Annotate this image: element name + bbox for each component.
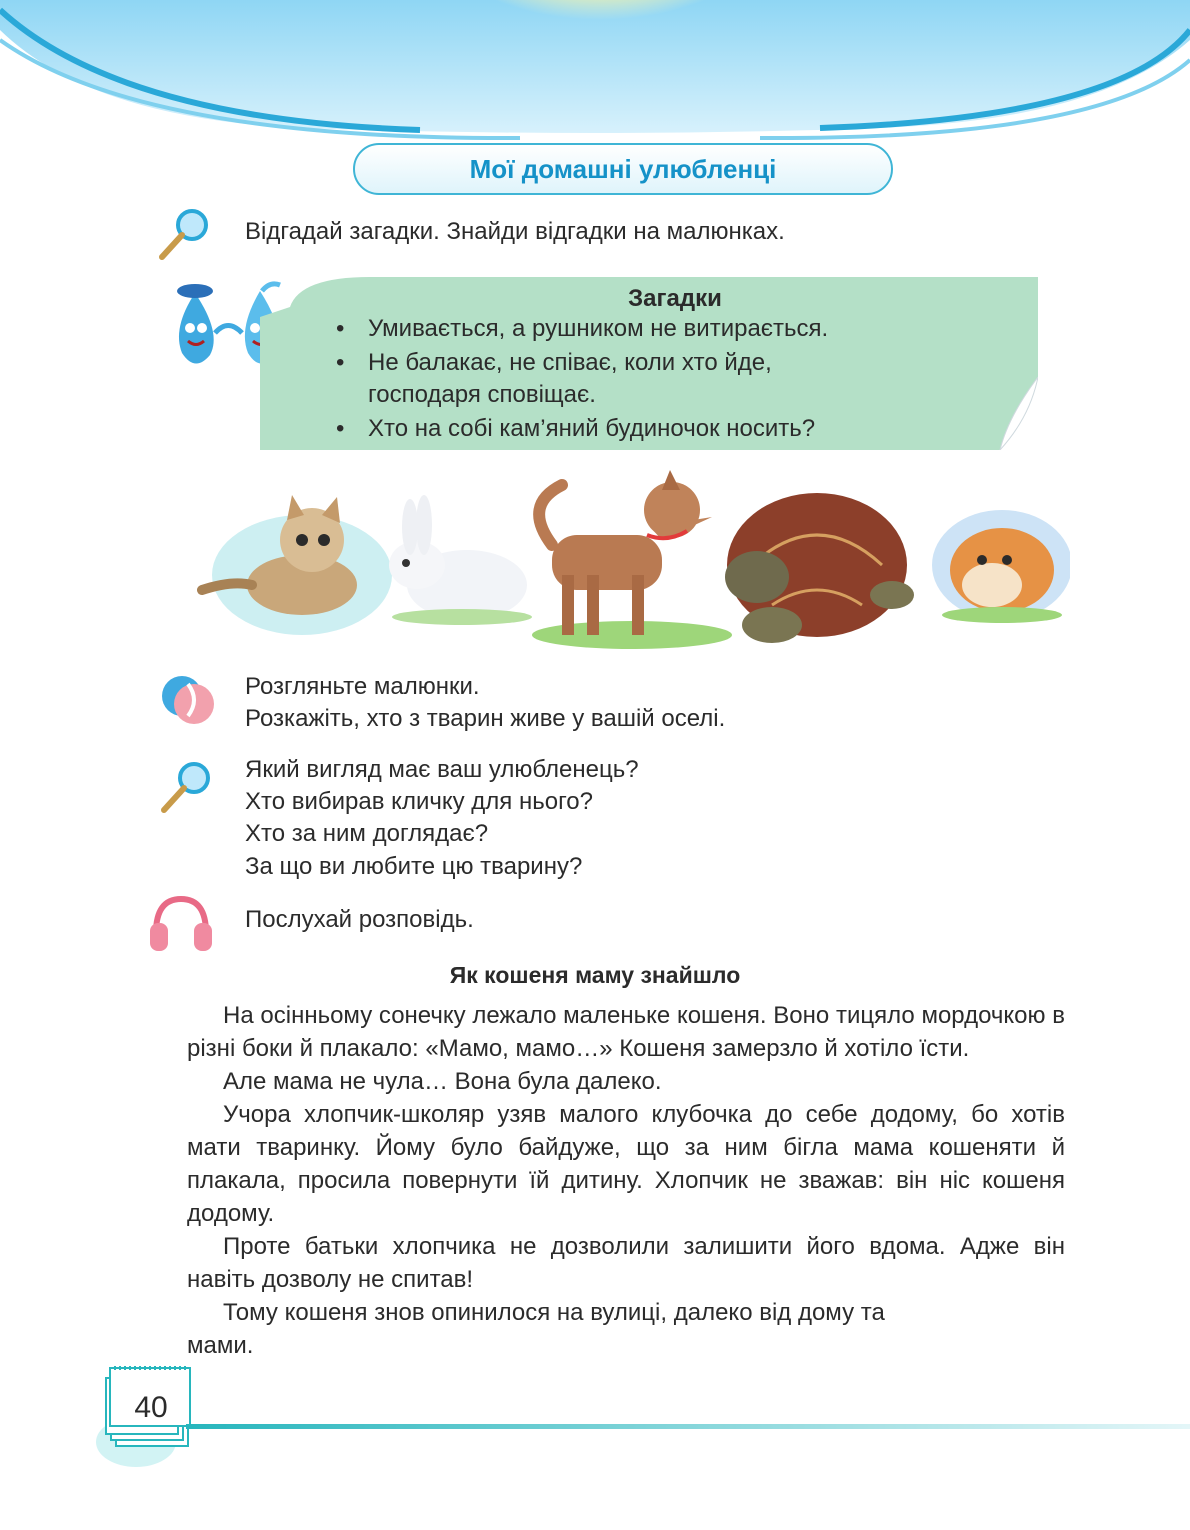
bullet-dot: • xyxy=(336,315,345,342)
story-paragraph: Тому кошеня знов опинилося на вулиці, далеко від дому та xyxy=(223,1299,885,1326)
riddle-item: Умивається, а рушником не витирається. xyxy=(368,315,829,342)
dog-illustration xyxy=(532,470,732,649)
hamster-illustration xyxy=(932,510,1070,623)
turtle-illustration xyxy=(725,493,914,643)
riddles-heading: Загадки xyxy=(628,285,722,312)
bullet-dot: • xyxy=(336,349,345,376)
sky-header-illustration xyxy=(0,0,1190,150)
story-paragraph-end: мами. xyxy=(187,1332,254,1359)
task-instruction-riddles: Відгадай загадки. Знайди відгадки на малюнках. xyxy=(245,218,785,245)
page-title: Мої домашні улюбленці xyxy=(353,143,893,195)
task-text: Розгляньте малюнки. xyxy=(245,673,480,700)
bullet-dot: • xyxy=(336,415,345,442)
magnifier-icon xyxy=(158,758,214,814)
story-paragraph: Проте батьки хлопчика не дозволили залишити його вдома. Адже він навіть дозволу не спитав! xyxy=(187,1233,1065,1293)
pets-illustration xyxy=(192,465,1070,660)
magnifier-icon xyxy=(156,205,212,261)
story-paragraph: Учора хлопчик-школяр узяв малого клубочка до себе додому, бо хотів мати тваринку. Йому було байдуже, що за ним бігла мама кошеняти й плакала, просила повернути їй дитину. Хлопчик не зважав: він ніс кошеня додому. xyxy=(187,1101,1065,1227)
question-line: Хто вибирав кличку для нього? xyxy=(245,788,593,815)
question-line: За що ви любите цю тварину? xyxy=(245,853,583,880)
story-paragraph: На осінньому сонечку лежало маленьке кошеня. Воно тицяло мордочкою в різні боки й плакало: «Мамо, мамо…» Кошеня замерзло й хотіло їсти. xyxy=(187,1002,1065,1062)
riddle-item-continuation: господаря сповіщає. xyxy=(368,381,596,408)
page-footer-decoration xyxy=(96,1362,1190,1472)
riddle-item: Хто на собі кам’яний будиночок носить? xyxy=(368,415,816,442)
task-text: Розкажіть, хто з тварин живе у вашій оселі. xyxy=(245,705,726,732)
headphones-icon xyxy=(148,893,214,955)
task-text: Послухай розповідь. xyxy=(245,906,474,933)
rabbit-illustration xyxy=(389,495,532,625)
question-line: Хто за ним доглядає? xyxy=(245,820,489,847)
story-paragraph: Але мама не чула… Вона була далеко. xyxy=(223,1068,662,1095)
story-title: Як кошеня маму знайшло xyxy=(449,962,741,988)
speech-bubbles-icon xyxy=(160,672,216,728)
question-line: Який вигляд має ваш улюбленець? xyxy=(245,756,639,783)
riddle-item: Не балакає, не співає, коли хто йде, xyxy=(368,349,772,376)
page-number: 40 xyxy=(134,1391,168,1424)
story-text xyxy=(187,999,1065,1362)
